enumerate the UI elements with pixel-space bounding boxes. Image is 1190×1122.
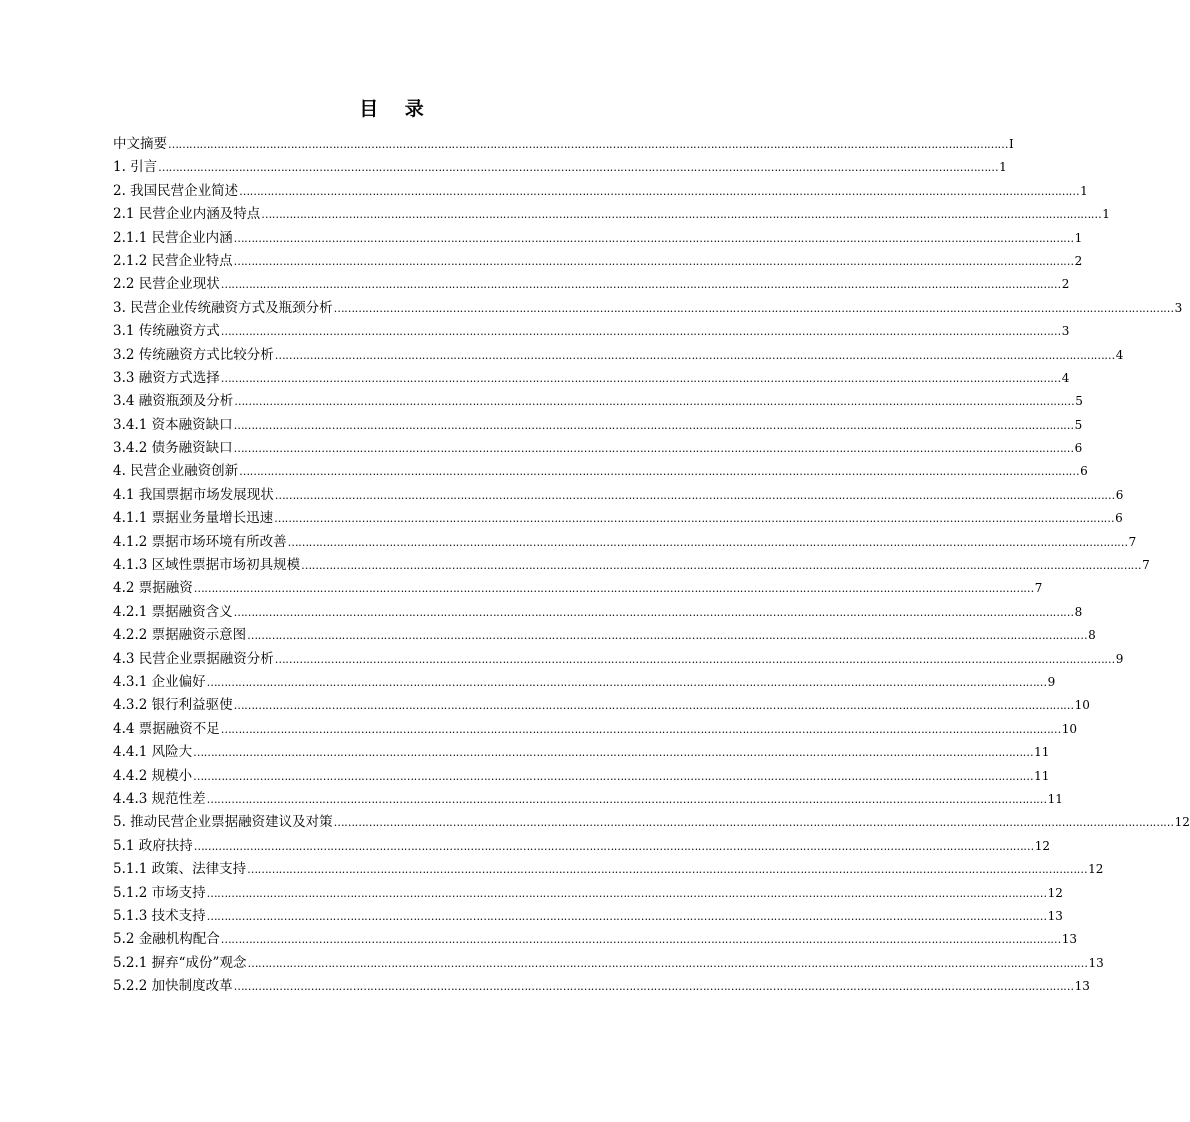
- toc-entry[interactable]: [113, 227, 1083, 250]
- toc-entry-page-number: 12: [1034, 838, 1051, 853]
- toc-entry[interactable]: [113, 975, 1090, 998]
- toc-entry-page-number: 11: [1034, 745, 1050, 760]
- toc-entry-label: 2.1.1 民营企业内涵: [113, 229, 233, 246]
- toc-entry[interactable]: [113, 601, 1083, 624]
- dot-leader: ……………………………………………………………………………………………………………………………………………………………………………………………………………………: [261, 208, 1102, 222]
- dot-leader: ……………………………………………………………………………………………………………………………………………………………………………………………………………………: [274, 652, 1115, 666]
- toc-entry-page-number: 13: [1047, 908, 1063, 923]
- dot-leader: ……………………………………………………………………………………………………………………………………………………………………………………………………………………: [220, 722, 1061, 736]
- toc-entry-label: 3.4.2 债务融资缺口: [113, 440, 233, 457]
- dot-leader: ……………………………………………………………………………………………………………………………………………………………………………………………………………………: [168, 138, 1008, 151]
- toc-entry[interactable]: [113, 882, 1063, 905]
- dot-leader: ……………………………………………………………………………………………………………………………………………………………………………………………………………………: [247, 956, 1088, 970]
- toc-entry-label: 4.4.2 规模小: [113, 767, 193, 784]
- toc-entry-page-number: 7: [1128, 534, 1137, 549]
- toc-title: 目 录: [359, 98, 434, 120]
- dot-leader: ……………………………………………………………………………………………………………………………………………………………………………………………………………………: [233, 699, 1074, 713]
- toc-entry-label: 4. 民营企业融资创新: [113, 463, 239, 480]
- toc-entry-page-number: 2: [1061, 277, 1070, 292]
- dot-leader: ……………………………………………………………………………………………………………………………………………………………………………………………………………………: [274, 488, 1115, 502]
- toc-entry[interactable]: [113, 858, 1104, 881]
- toc-entry-page-number: 5: [1074, 417, 1083, 432]
- toc-entry[interactable]: [113, 694, 1090, 717]
- dot-leader: ……………………………………………………………………………………………………………………………………………………………………………………………………………………: [193, 582, 1034, 596]
- dot-leader: ……………………………………………………………………………………………………………………………………………………………………………………………………………………: [233, 605, 1074, 619]
- toc-entry[interactable]: [113, 367, 1070, 390]
- dot-leader: ……………………………………………………………………………………………………………………………………………………………………………………………………………………: [247, 863, 1088, 877]
- toc-entry-label: 2.1.2 民营企业特点: [113, 252, 233, 269]
- toc-entry-page-number: 6: [1080, 464, 1088, 479]
- toc-entry-label: 3.1 传统融资方式: [113, 323, 220, 340]
- dot-leader: ……………………………………………………………………………………………………………………………………………………………………………………………………………………: [220, 933, 1061, 947]
- toc-entry[interactable]: [113, 414, 1083, 437]
- toc-entry-label: 4.1.1 票据业务量增长迅速: [113, 510, 274, 527]
- dot-leader: ……………………………………………………………………………………………………………………………………………………………………………………………………………………: [233, 254, 1074, 268]
- toc-entry-page-number: 6: [1115, 487, 1124, 502]
- toc-entry[interactable]: [113, 507, 1123, 530]
- toc-entry-page-number: 11: [1034, 768, 1050, 783]
- dot-leader: ……………………………………………………………………………………………………………………………………………………………………………………………………………………: [247, 629, 1088, 643]
- toc-entry-page-number: 13: [1074, 979, 1090, 994]
- toc-entry[interactable]: [113, 180, 1088, 203]
- toc-entry-label: 5.2.2 加快制度改革: [113, 978, 233, 995]
- dot-leader: ……………………………………………………………………………………………………………………………………………………………………………………………………………………: [274, 512, 1115, 526]
- dot-leader: ……………………………………………………………………………………………………………………………………………………………………………………………………………………: [220, 278, 1061, 292]
- dot-leader: ……………………………………………………………………………………………………………………………………………………………………………………………………………………: [233, 231, 1074, 245]
- toc-entry-page-number: 1: [1080, 183, 1088, 198]
- dot-leader: ……………………………………………………………………………………………………………………………………………………………………………………………………………………: [193, 769, 1034, 783]
- toc-list: [113, 133, 1190, 998]
- toc-entry-page-number: 6: [1115, 511, 1123, 526]
- dot-leader: ……………………………………………………………………………………………………………………………………………………………………………………………………………………: [220, 371, 1061, 385]
- dot-leader: ……………………………………………………………………………………………………………………………………………………………………………………………………………………: [333, 301, 1174, 315]
- toc-entry-page-number: 9: [1115, 651, 1124, 666]
- toc-entry-page-number: 3: [1174, 300, 1183, 315]
- toc-entry[interactable]: [113, 320, 1070, 343]
- dot-leader: ……………………………………………………………………………………………………………………………………………………………………………………………………………………: [233, 418, 1074, 432]
- dot-leader: ……………………………………………………………………………………………………………………………………………………………………………………………………………………: [274, 348, 1115, 362]
- dot-leader: ……………………………………………………………………………………………………………………………………………………………………………………………………………………: [233, 442, 1074, 456]
- toc-entry-label: 3. 民营企业传统融资方式及瓶颈分析: [113, 299, 333, 316]
- toc-entry-label: 3.2 传统融资方式比较分析: [113, 346, 274, 363]
- toc-entry-page-number: 9: [1047, 674, 1056, 689]
- toc-entry-page-number: 13: [1088, 955, 1104, 970]
- toc-entry-label: 4.1.3 区域性票据市场初具规模: [113, 557, 301, 574]
- toc-entry-page-number: 10: [1074, 698, 1090, 713]
- toc-entry-label: 4.4 票据融资不足: [113, 720, 220, 737]
- toc-entry[interactable]: [113, 273, 1070, 296]
- dot-leader: ……………………………………………………………………………………………………………………………………………………………………………………………………………………: [333, 816, 1174, 830]
- toc-entry-page-number: 3: [1061, 324, 1070, 339]
- toc-entry[interactable]: [113, 554, 1150, 577]
- toc-entry-page-number: 8: [1088, 628, 1096, 643]
- toc-entry[interactable]: [113, 835, 1051, 858]
- dot-leader: ……………………………………………………………………………………………………………………………………………………………………………………………………………………: [239, 465, 1080, 479]
- toc-entry-label: 1. 引言: [113, 159, 158, 176]
- toc-entry-page-number: 12: [1088, 862, 1104, 877]
- dot-leader: ……………………………………………………………………………………………………………………………………………………………………………………………………………………: [220, 325, 1061, 339]
- dot-leader: ……………………………………………………………………………………………………………………………………………………………………………………………………………………: [206, 675, 1047, 689]
- dot-leader: ……………………………………………………………………………………………………………………………………………………………………………………………………………………: [206, 886, 1047, 900]
- toc-entry-label: 4.4.1 风险大: [113, 744, 193, 761]
- toc-entry-label: 4.1 我国票据市场发展现状: [113, 486, 274, 503]
- toc-entry[interactable]: [113, 203, 1110, 226]
- toc-entry-page-number: 12: [1174, 815, 1190, 830]
- toc-entry-label: 4.3.2 银行利益驱使: [113, 697, 233, 714]
- toc-entry[interactable]: [113, 133, 1014, 156]
- toc-entry-page-number: 5: [1075, 394, 1083, 409]
- toc-entry-page-number: 7: [1142, 558, 1150, 573]
- toc-entry[interactable]: [113, 577, 1043, 600]
- toc-entry-page-number: 1: [1074, 230, 1083, 245]
- toc-entry[interactable]: [113, 741, 1050, 764]
- dot-leader: ……………………………………………………………………………………………………………………………………………………………………………………………………………………: [193, 839, 1034, 853]
- toc-entry-label: 4.4.3 规范性差: [113, 790, 206, 807]
- toc-entry-label: 3.3 融资方式选择: [113, 369, 220, 386]
- dot-leader: ……………………………………………………………………………………………………………………………………………………………………………………………………………………: [206, 909, 1047, 923]
- toc-entry-label: 5.2 金融机构配合: [113, 931, 220, 948]
- toc-entry-label: 中文摘要: [113, 136, 167, 152]
- dot-leader: ……………………………………………………………………………………………………………………………………………………………………………………………………………………: [301, 559, 1142, 573]
- toc-entry-page-number: 4: [1061, 370, 1070, 385]
- dot-leader: ……………………………………………………………………………………………………………………………………………………………………………………………………………………: [233, 980, 1074, 994]
- toc-entry-label: 5.1.3 技术支持: [113, 907, 206, 924]
- toc-entry-page-number: 2: [1074, 253, 1083, 268]
- dot-leader: ……………………………………………………………………………………………………………………………………………………………………………………………………………………: [158, 161, 999, 175]
- toc-entry[interactable]: [113, 928, 1078, 951]
- dot-leader: ……………………………………………………………………………………………………………………………………………………………………………………………………………………: [193, 746, 1034, 760]
- toc-entry-page-number: I: [1009, 137, 1014, 151]
- toc-entry-page-number: 12: [1047, 885, 1063, 900]
- toc-entry[interactable]: [113, 905, 1063, 928]
- toc-entry-label: 4.2.1 票据融资含义: [113, 603, 233, 620]
- toc-entry-label: 4.2 票据融资: [113, 580, 193, 597]
- toc-entry[interactable]: [113, 460, 1088, 483]
- toc-entry-label: 4.1.2 票据市场环境有所改善: [113, 533, 287, 550]
- toc-entry-label: 4.3 民营企业票据融资分析: [113, 650, 274, 667]
- toc-entry-label: 5.1.1 政策、法律支持: [113, 861, 247, 878]
- toc-entry-label: 3.4 融资瓶颈及分析: [113, 393, 234, 410]
- toc-entry-label: 3.4.1 资本融资缺口: [113, 416, 233, 433]
- toc-entry-page-number: 6: [1074, 441, 1083, 456]
- dot-leader: ……………………………………………………………………………………………………………………………………………………………………………………………………………………: [287, 535, 1128, 549]
- toc-entry[interactable]: [113, 484, 1124, 507]
- toc-entry[interactable]: [113, 390, 1083, 413]
- toc-entry-page-number: 1: [1102, 207, 1110, 222]
- toc-entry[interactable]: [113, 788, 1063, 811]
- toc-entry-page-number: 11: [1047, 791, 1063, 806]
- toc-entry-label: 4.3.1 企业偏好: [113, 673, 206, 690]
- dot-leader: ……………………………………………………………………………………………………………………………………………………………………………………………………………………: [239, 184, 1080, 198]
- toc-entry[interactable]: [113, 671, 1056, 694]
- toc-entry-page-number: 8: [1074, 604, 1083, 619]
- toc-entry-label: 2.2 民营企业现状: [113, 276, 220, 293]
- dot-leader: ……………………………………………………………………………………………………………………………………………………………………………………………………………………: [206, 792, 1047, 806]
- toc-entry-label: 5.2.1 摒弃“成份”观念: [113, 954, 247, 971]
- toc-entry[interactable]: [113, 437, 1083, 460]
- toc-entry-label: 5. 推动民营企业票据融资建议及对策: [113, 814, 333, 831]
- toc-entry-label: 2. 我国民营企业简述: [113, 182, 239, 199]
- toc-entry[interactable]: [113, 811, 1190, 834]
- toc-entry[interactable]: [113, 344, 1124, 367]
- toc-entry-page-number: 10: [1061, 721, 1078, 736]
- toc-entry[interactable]: [113, 765, 1050, 788]
- toc-entry-label: 2.1 民营企业内涵及特点: [113, 206, 261, 223]
- toc-entry[interactable]: [113, 718, 1078, 741]
- toc-entry-label: 5.1 政府扶持: [113, 837, 193, 854]
- toc-entry[interactable]: [113, 531, 1137, 554]
- toc-entry-label: 5.1.2 市场支持: [113, 884, 206, 901]
- toc-entry-label: 4.2.2 票据融资示意图: [113, 627, 247, 644]
- toc-entry-page-number: 13: [1061, 932, 1078, 947]
- toc-entry-page-number: 1: [999, 160, 1007, 175]
- toc-entry-page-number: 7: [1034, 581, 1043, 596]
- toc-entry[interactable]: [113, 624, 1096, 647]
- toc-entry[interactable]: [113, 250, 1083, 273]
- toc-entry[interactable]: [113, 648, 1124, 671]
- toc-entry[interactable]: [113, 297, 1183, 320]
- toc-entry[interactable]: [113, 156, 1007, 179]
- toc-entry-page-number: 4: [1115, 347, 1124, 362]
- toc-entry[interactable]: [113, 952, 1104, 975]
- dot-leader: ……………………………………………………………………………………………………………………………………………………………………………………………………………………: [234, 395, 1075, 409]
